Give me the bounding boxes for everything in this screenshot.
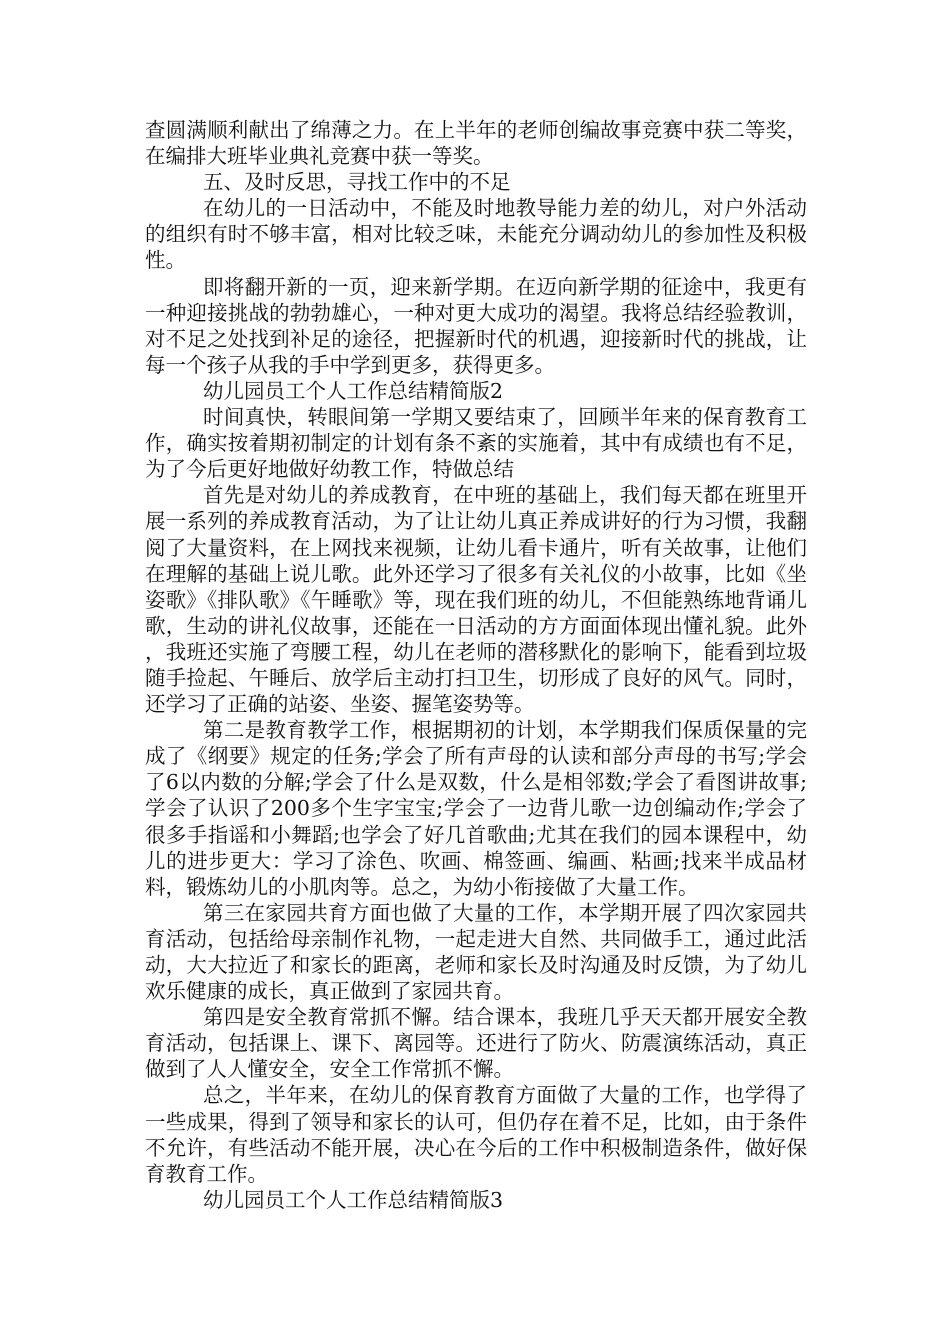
document-body (145, 117, 807, 1213)
paragraph-habit-education: 首先是对幼儿的养成教育，在中班的基础上，我们每天都在班里开展一系列的养成教育活动，为了让让幼儿真正养成讲好的行为习惯，我翻阅了大量资料，在上网找来视频，让幼儿看卡通片，听有关故事，让他们在理解的基础上说儿歌。此外还学习了很多有关礼仪的小故事，比如《坐姿歌》《排队歌》《午睡歌》等，现在我们班的幼儿，不但能熟练地背诵儿歌，生动的讲礼仪故事，还能在一日活动的方方面面体现出懂礼貌。此外，我班还实施了弯腰工程，幼儿在老师的潜移默化的影响下，能看到垃圾随手捡起、午睡后、放学后主动打扫卫生，切形成了良好的风气。同时，还学习了正确的站姿、坐姿、握笔姿势等。 (145, 483, 807, 717)
paragraph-continuation: 查圆满顺利献出了绵薄之力。在上半年的老师创编故事竞赛中获二等奖，在编排大班毕业典礼竞赛中获一等奖。 (145, 118, 807, 169)
paragraph-intro: 时间真快，转眼间第一学期又要结束了，回顾半年来的保育教育工作，确实按着期初制定的计划有条不紊的实施着，其中有成绩也有不足，为了今后更好地做好幼教工作，特做总结 (145, 405, 807, 482)
paragraph-new-semester: 即将翻开新的一页，迎来新学期。在迈向新学期的征途中，我更有一种迎接挑战的勃勃雄心，一种对更大成功的渴望。我将总结经验教训，对不足之处找到补足的途径，把握新时代的机遇，迎接新时代的挑战，让每一个孩子从我的手中学到更多，获得更多。 (145, 274, 807, 377)
paragraph-conclusion: 总之，半年来，在幼儿的保育教育方面做了大量的工作，也学得了一些成果，得到了领导和家长的认可，但仍存在着不足，比如，由于条件不允许，有些活动不能开展，决心在今后的工作中积极制造条件，做好保育教育工作。 (145, 1083, 807, 1186)
paragraph-shortcomings: 在幼儿的一日活动中，不能及时地教导能力差的幼儿，对户外活动的组织有时不够丰富，相对比较乏味，未能充分调动幼儿的参加性及积极性。 (145, 196, 807, 273)
section-title-3: 幼儿园员工个人工作总结精简版3 (203, 1187, 504, 1212)
section-title-2: 幼儿园员工个人工作总结精简版2 (203, 378, 504, 403)
paragraph-home-school: 第三在家园共育方面也做了大量的工作，本学期开展了四次家园共育活动，包括给母亲制作礼物，一起走进大自然、共同做手工，通过此活动，大大拉近了和家长的距离，老师和家长及时沟通及时反馈，为了幼儿欢乐健康的成长，真正做到了家园共育。 (145, 900, 807, 1004)
paragraph-teaching-work: 第二是教育教学工作，根据期初的计划，本学期我们保质保量的完成了《纲要》规定的任务;学会了所有声母的认读和部分声母的书写;学会了6以内数的分解;学会了什么是双数，什么是相邻数;学会了看图讲故事;学会了认识了200多个生字宝宝;学会了一边背儿歌一边创编动作;学会了很多手指谣和小舞蹈;也学会了好几首歌曲;尤其在我们的园本课程中，幼儿的进步更大：学习了涂色、吹画、棉签画、编画、粘画;找来半成品材料，锻炼幼儿的小肌肉等。总之，为幼小衔接做了大量工作。 (145, 718, 807, 899)
paragraph-safety: 第四是安全教育常抓不懈。结合课本，我班几乎天天都开展安全教育活动，包括课上、课下、离园等。还进行了防火、防震演练活动，真正做到了人人懂安全，安全工作常抓不懈。 (145, 1005, 807, 1082)
section-heading-reflection: 五、及时反思，寻找工作中的不足 (203, 170, 511, 195)
